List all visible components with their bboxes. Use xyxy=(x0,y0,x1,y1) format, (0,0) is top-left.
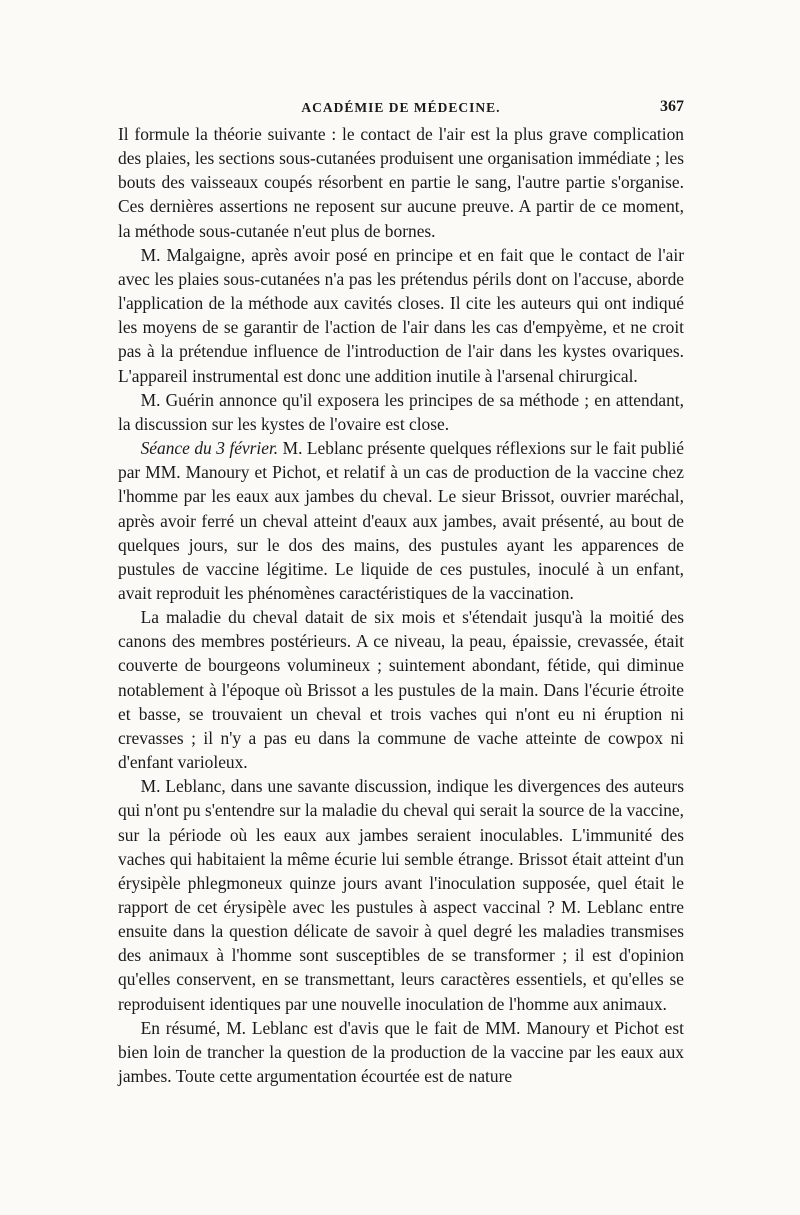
paragraph-theorie: Il formule la théorie suivante : le contact de l'air est la plus grave complication des plaies, les sections sous-cutanées produisent une organisation immédiate ; les bouts des vaisseaux coupés résorbent en partie le sang, l'autre partie s'organise. Ces dernières assertions ne reposent sur aucune preuve. A partir de ce moment, la méthode sous-cutanée n'eut plus de bornes. xyxy=(118,124,684,241)
paragraph-malgaigne: M. Malgaigne, après avoir posé en principe et en fait que le contact de l'air avec les plaies sous-cutanées n'a pas les prétendus périls dont on l'accuse, aborde l'application de la méthode aux cavités closes. Il cite les auteurs qui ont indiqué les moyens de se garantir de l'action de l'air dans les cas d'empyème, et ne croit pas à la prétendue influence de l'introduction de l'air dans les kystes ovariques. L'appareil instrumental est donc une addition inutile à l'arsenal chirurgical. xyxy=(118,244,684,386)
running-head: ACADÉMIE DE MÉDECINE. xyxy=(301,100,501,115)
paragraph-guerin: M. Guérin annonce qu'il exposera les principes de sa méthode ; en attendant, la discussion sur les kystes de l'ovaire est close. xyxy=(118,389,684,434)
paragraph-resume: En résumé, M. Leblanc est d'avis que le fait de MM. Manoury et Pichot est bien loin de trancher la question de la production de la vaccine par les eaux aux jambes. Toute cette argumentation écourtée est de nature xyxy=(118,1017,684,1087)
body-text xyxy=(118,122,684,1088)
paragraph-maladie-cheval: La maladie du cheval datait de six mois et s'étendait jusqu'à la moitié des canons des membres postérieurs. A ce niveau, la peau, épaissie, crevassée, était couverte de bourgeons volumineux ; suintement abondant, fétide, qui diminue notablement à l'époque où Brissot a les pustules de la main. Dans l'écurie étroite et basse, se trouvaient un cheval et trois vaches qui n'ont eu ni éruption ni crevasses ; il n'y a pas eu dans la commune de vache atteinte de cowpox ni d'enfant varioleux. xyxy=(118,607,684,773)
book-page xyxy=(118,96,684,1088)
paragraph-seance-3-fevrier xyxy=(118,436,684,605)
page-header xyxy=(118,96,684,120)
seance-paragraph-text: M. Leblanc présente quelques réflexions sur le fait publié par MM. Manoury et Pichot, et relatif à un cas de production de la vaccine chez l'homme par les eaux aux jambes du cheval. Le sieur Brissot, ouvrier maréchal, après avoir ferré un cheval atteint d'eaux aux jambes, avait présenté, au bout de quelques jours, sur le dos des mains, des pustules ayant les apparences de pustules de vaccine légitime. Le liquide de ces pustules, inoculé à un enfant, avait reproduit les phénomènes caractéristiques de la vaccination. xyxy=(118,438,684,603)
paragraph-leblanc-discussion: M. Leblanc, dans une savante discussion, indique les divergences des auteurs qui n'ont pu s'entendre sur la maladie du cheval qui serait la source de la vaccine, sur la période où les eaux aux jambes seraient inoculables. L'immunité des vaches qui habitaient la même écurie lui semble étrange. Brissot était atteint d'un érysipèle phlegmoneux quinze jours avant l'inoculation supposée, quel était le rapport de cet érysipèle avec les pustules à aspect vaccinal ? M. Leblanc entre ensuite dans la question délicate de savoir à quel degré les maladies transmises des animaux à l'homme sont susceptibles de se transformer ; il est d'opinion qu'elles conservent, en se transmettant, leurs caractères essentiels, et qu'elles se reproduisent identiques par une nouvelle inoculation de l'homme aux animaux. xyxy=(118,776,684,1014)
seance-date-label: Séance du 3 février. xyxy=(140,438,279,459)
page-number: 367 xyxy=(660,98,684,115)
